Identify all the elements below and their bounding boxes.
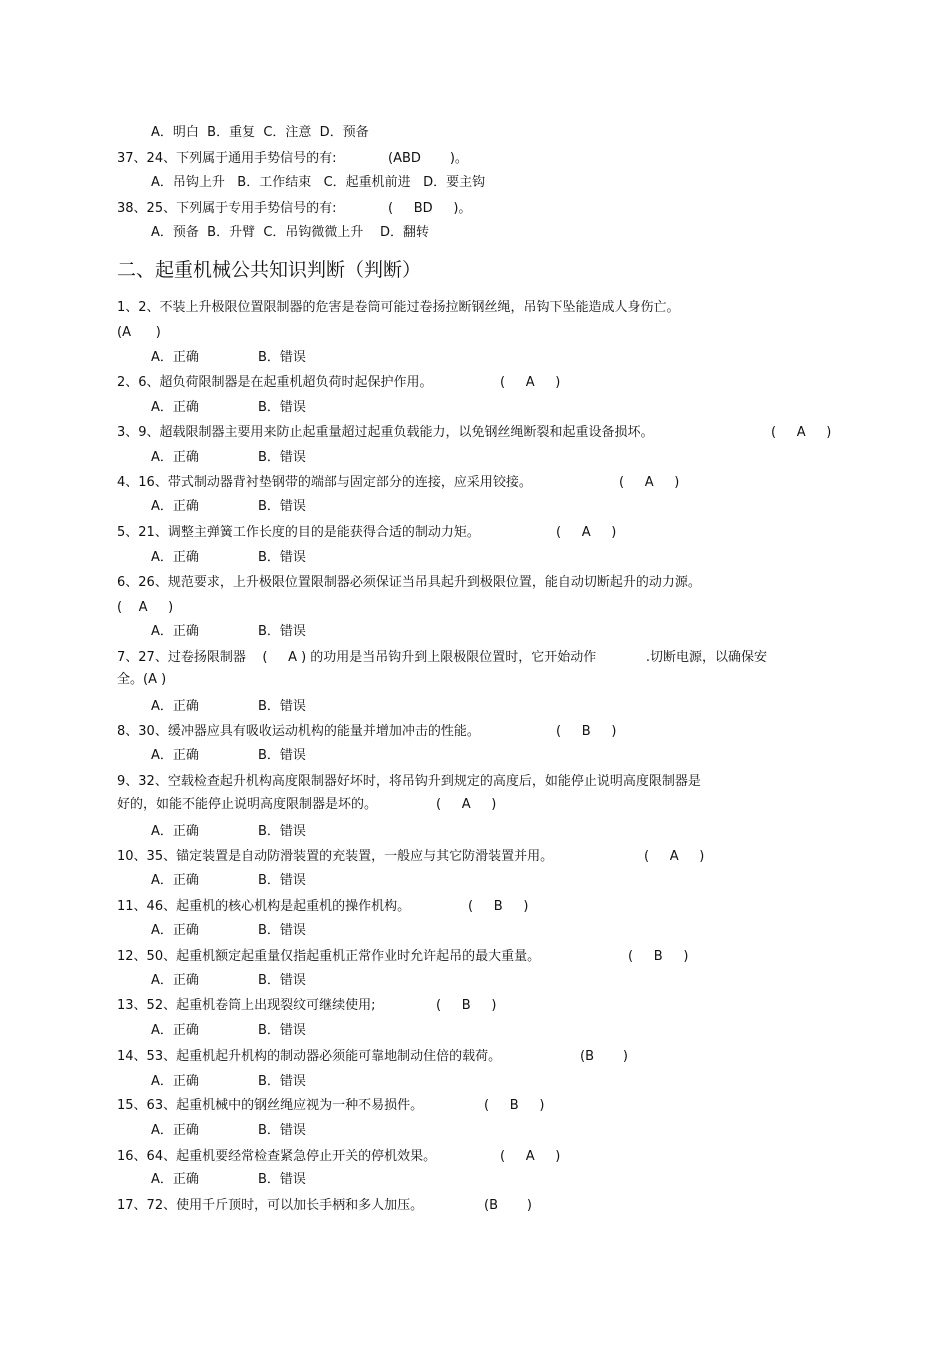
option-b: B．错误 [258,1123,306,1138]
options-38: A．预备 B．升臂 C．吊钩微微上升 D．翻转 [151,225,429,240]
tf-question-10: 10、35、锚定装置是自动防滑装置的充装置，一般应与其它防滑装置并用。 [117,849,554,864]
tf-question-11: 11、46、起重机的核心机构是起重机的操作机构。 [117,899,411,914]
option-b: B．错误 [258,350,306,365]
option-b: B．错误 [258,699,306,714]
tf-answer-12: ( B ) [628,949,689,964]
option-a: A．正确 [151,1172,199,1187]
tf-question-3: 3、9、超载限制器主要用来防止起重量超过起重负载能力，以免钢丝绳断裂和起重设备损坏。 [117,425,654,440]
tf-question-1-cont: (A ) [117,325,161,340]
tf-answer-2: ( A ) [500,375,561,390]
option-b: B．错误 [258,550,306,565]
option-a: A．正确 [151,450,199,465]
question-38-answer: ( BD )。 [388,201,472,216]
section-heading: 二、起重机械公共知识判断（判断） [117,259,422,281]
tf-question-14: 14、53、起重机起升机构的制动器必须能可靠地制动住倍的载荷。 [117,1049,502,1064]
option-a: A．正确 [151,400,199,415]
tf-question-12: 12、50、起重机额定起重量仅指起重机正常作业时允许起吊的最大重量。 [117,949,541,964]
tf-answer-10: ( A ) [644,849,705,864]
option-b: B．错误 [258,1172,306,1187]
tf-question-17: 17、72、使用千斤顶时，可以加长手柄和多人加压。 [117,1198,424,1213]
tf-answer-5: ( A ) [556,525,617,540]
option-a: A．正确 [151,923,199,938]
tf-answer-4: ( A ) [619,475,680,490]
option-a: A．正确 [151,973,199,988]
option-b: B．错误 [258,824,306,839]
tf-question-15: 15、63、起重机械中的钢丝绳应视为一种不易损件。 [117,1098,424,1113]
tf-answer-11: ( B ) [468,899,529,914]
option-b: B．错误 [258,624,306,639]
question-37-answer: (ABD )。 [388,151,468,166]
tf-question-13: 13、52、起重机卷筒上出现裂纹可继续使用; [117,998,376,1013]
option-a: A．正确 [151,748,199,763]
option-b: B．错误 [258,873,306,888]
tf-answer-8: ( B ) [556,724,617,739]
tf-answer-9: ( A ) [436,797,497,812]
option-a: A．正确 [151,1123,199,1138]
tf-question-9: 9、32、空载检查起升机构高度限制器好坏时，将吊钩升到规定的高度后，如能停止说明高度限制器是 [117,774,701,789]
option-a: A．正确 [151,873,199,888]
option-b: B．错误 [258,923,306,938]
tf-answer-15: ( B ) [484,1098,545,1113]
tf-question-6: 6、26、规范要求，上升极限位置限制器必须保证当吊具起升到极限位置，能自动切断起升的动力源。 [117,575,701,590]
tf-answer-17: (B ) [484,1198,532,1213]
option-b: B．错误 [258,1023,306,1038]
tf-answer-13: ( B ) [436,998,497,1013]
question-38-text: 38、25、下列属于专用手势信号的有: [117,201,337,216]
tf-question-1: 1、2、不装上升极限位置限制器的危害是卷筒可能过卷扬拉断钢丝绳，吊钩下坠能造成人身伤亡。 [117,300,680,315]
option-b: B．错误 [258,400,306,415]
tf-answer-16: ( A ) [500,1149,561,1164]
tf-question-4: 4、16、带式制动器背衬垫钢带的端部与固定部分的连接，应采用铰接。 [117,475,532,490]
tf-question-9-cont: 好的，如能不能停止说明高度限制器是坏的。 [117,797,378,812]
tf-question-6-cont: ( A ) [117,600,174,615]
option-a: A．正确 [151,350,199,365]
option-b: B．错误 [258,748,306,763]
option-b: B．错误 [258,450,306,465]
option-a: A．正确 [151,699,199,714]
options-36: A．明白 B．重复 C．注意 D．预备 [151,125,369,140]
tf-answer-14: (B ) [580,1049,628,1064]
tf-question-16: 16、64、起重机要经常检查紧急停止开关的停机效果。 [117,1149,437,1164]
option-a: A．正确 [151,624,199,639]
tf-question-5: 5、21、调整主弹簧工作长度的目的是能获得合适的制动力矩。 [117,525,480,540]
option-b: B．错误 [258,499,306,514]
tf-question-7: 7、27、过卷扬限制器 ( A ) 的功用是当吊钩升到上限极限位置时，它开始动作 .切断电源，以确保安 [117,650,768,665]
option-a: A．正确 [151,824,199,839]
option-a: A．正确 [151,499,199,514]
tf-question-2: 2、6、超负荷限制器是在起重机超负荷时起保护作用。 [117,375,433,390]
option-a: A．正确 [151,550,199,565]
tf-answer-3: ( A ) [771,425,832,440]
option-a: A．正确 [151,1023,199,1038]
tf-question-8: 8、30、缓冲器应具有吸收运动机构的能量并增加冲击的性能。 [117,724,480,739]
options-37: A．吊钩上升 B．工作结束 C．起重机前进 D．要主钩 [151,175,486,190]
option-b: B．错误 [258,1074,306,1089]
option-b: B．错误 [258,973,306,988]
question-37-text: 37、24、下列属于通用手势信号的有: [117,151,337,166]
option-a: A．正确 [151,1074,199,1089]
tf-question-7-cont: 全。(A ) [117,672,167,687]
